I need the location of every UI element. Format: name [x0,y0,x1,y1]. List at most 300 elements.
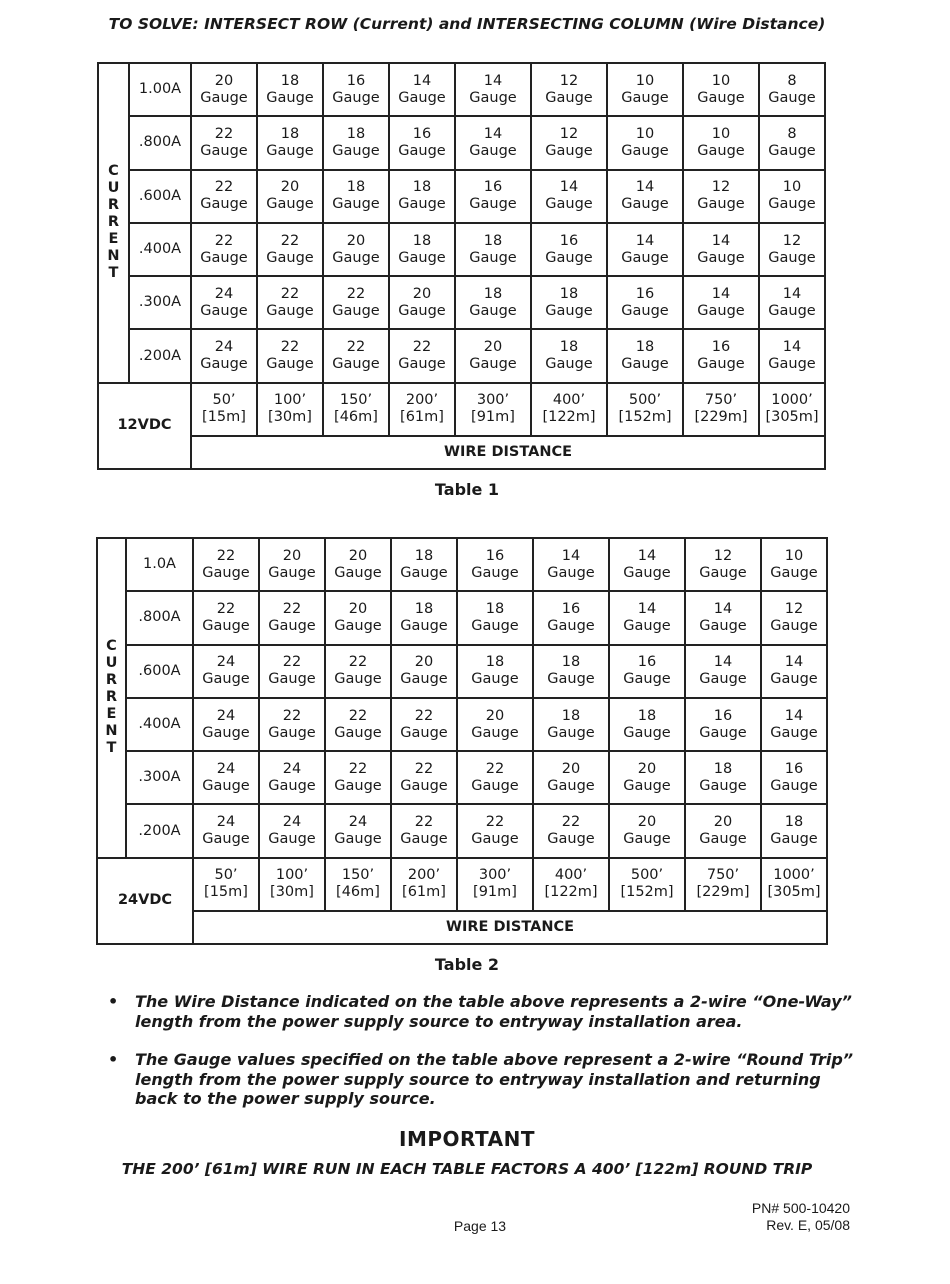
gauge-number: 20 [713,814,733,831]
gauge-number: 14 [412,72,432,89]
gauge-number: 12 [559,125,579,142]
gauge-cell [191,223,257,276]
gauge-cell [325,538,391,591]
current-letter: T [108,265,119,282]
gauge-number: 22 [216,600,236,617]
gauge-cell [531,329,607,382]
gauge-number: 14 [561,547,581,564]
distance-meters: [122m] [544,884,598,901]
gauge-cell [609,538,685,591]
distance-feet: 150’ [341,867,375,884]
note-one-way [108,992,868,1031]
gauge-unit: Gauge [699,724,747,741]
gauge-unit: Gauge [770,617,818,634]
gauge-unit: Gauge [623,617,671,634]
gauge-number: 14 [782,285,802,302]
gauge-cell [193,751,259,804]
distance-cell [259,858,325,911]
gauge-cell [759,63,825,116]
current-axis-label [98,63,129,383]
distance-feet: 1000’ [773,867,815,884]
gauge-number: 14 [637,600,657,617]
gauge-number: 20 [348,600,368,617]
distance-cell [457,858,533,911]
gauge-cell [685,804,761,857]
gauge-number: 20 [637,814,657,831]
gauge-cell [191,276,257,329]
gauge-unit: Gauge [471,777,519,794]
gauge-number: 22 [280,285,300,302]
gauge-number: 24 [348,814,368,831]
page-number: Page 13 [453,1218,507,1234]
gauge-number: 14 [782,339,802,356]
gauge-unit: Gauge [400,777,448,794]
gauge-cell [455,223,531,276]
gauge-unit: Gauge [332,142,380,159]
distance-feet: 50’ [214,867,238,884]
voltage-label: 12VDC [98,383,191,469]
distance-meters: [15m] [204,884,248,901]
gauge-cell [607,63,683,116]
gauge-cell [455,116,531,169]
gauge-unit: Gauge [697,142,745,159]
gauge-number: 20 [214,72,234,89]
gauge-number: 18 [412,232,432,249]
gauge-cell [761,751,827,804]
gauge-number: 18 [346,125,366,142]
gauge-cell [257,276,323,329]
gauge-cell [685,751,761,804]
gauge-cell [685,591,761,644]
distance-row [97,858,827,911]
gauge-unit: Gauge [400,671,448,688]
gauge-cell [457,645,533,698]
distance-cell [455,383,531,436]
gauge-number: 10 [635,72,655,89]
gauge-cell [533,804,609,857]
gauge-unit: Gauge [621,249,669,266]
gauge-cell [607,116,683,169]
gauge-unit: Gauge [266,249,314,266]
gauge-unit: Gauge [398,356,446,373]
table-row [97,698,827,751]
gauge-number: 18 [561,707,581,724]
gauge-cell [191,116,257,169]
gauge-unit: Gauge [469,249,517,266]
gauge-unit: Gauge [545,196,593,213]
gauge-number: 16 [412,125,432,142]
gauge-unit: Gauge [770,724,818,741]
gauge-number: 16 [713,707,733,724]
gauge-unit: Gauge [266,142,314,159]
distance-meters: [46m] [334,409,378,426]
gauge-cell [683,223,759,276]
gauge-unit: Gauge [398,302,446,319]
gauge-unit: Gauge [547,724,595,741]
gauge-unit: Gauge [266,356,314,373]
current-letter: E [106,706,117,723]
gauge-number: 12 [711,179,731,196]
gauge-number: 22 [561,814,581,831]
gauge-unit: Gauge [768,89,816,106]
gauge-number: 10 [782,179,802,196]
gauge-cell [759,276,825,329]
current-value: 1.0A [126,538,193,591]
gauge-cell [531,116,607,169]
gauge-cell [257,329,323,382]
gauge-unit: Gauge [471,564,519,581]
gauge-cell [257,63,323,116]
gauge-unit: Gauge [471,617,519,634]
current-letter: R [107,197,120,214]
gauge-number: 14 [483,72,503,89]
distance-feet: 1000’ [771,392,813,409]
gauge-cell [607,329,683,382]
gauge-cell [193,645,259,698]
gauge-unit: Gauge [266,302,314,319]
distance-meters: [152m] [620,884,674,901]
gauge-unit: Gauge [699,671,747,688]
gauge-unit: Gauge [699,564,747,581]
gauge-number: 20 [280,179,300,196]
gauge-cell [323,223,389,276]
gauge-cell [259,804,325,857]
gauge-number: 14 [483,125,503,142]
distance-cell [191,383,257,436]
distance-meters: [305m] [767,884,821,901]
current-value: .800A [126,591,193,644]
gauge-cell [389,116,455,169]
gauge-number: 8 [787,125,797,142]
distance-cell [533,858,609,911]
gauge-unit: Gauge [623,724,671,741]
gauge-number: 16 [711,339,731,356]
gauge-unit: Gauge [398,196,446,213]
distance-feet: 750’ [706,867,740,884]
gauge-number: 22 [485,760,505,777]
distance-meters: [61m] [402,884,446,901]
current-value: .200A [126,804,193,857]
gauge-cell [325,698,391,751]
gauge-unit: Gauge [400,564,448,581]
gauge-unit: Gauge [200,356,248,373]
gauge-unit: Gauge [768,142,816,159]
current-letter: C [106,638,117,655]
gauge-cell [389,276,455,329]
gauge-cell [259,645,325,698]
gauge-cell [761,698,827,751]
gauge-cell [531,170,607,223]
gauge-number: 14 [713,654,733,671]
gauge-number: 22 [214,179,234,196]
table-row [97,804,827,857]
gauge-cell [457,751,533,804]
gauge-number: 16 [346,72,366,89]
distance-meters: [30m] [268,409,312,426]
gauge-cell [391,591,457,644]
gauge-unit: Gauge [400,617,448,634]
revision: Rev. E, 05/08 [766,1217,850,1233]
gauge-cell [259,751,325,804]
gauge-unit: Gauge [202,617,250,634]
table-row [97,591,827,644]
gauge-unit: Gauge [545,249,593,266]
gauge-unit: Gauge [332,89,380,106]
gauge-cell [325,645,391,698]
table-row [98,223,825,276]
gauge-unit: Gauge [621,196,669,213]
important-heading: IMPORTANT [399,1127,535,1151]
gauge-cell [325,591,391,644]
gauge-number: 14 [635,232,655,249]
gauge-unit: Gauge [400,724,448,741]
gauge-unit: Gauge [471,671,519,688]
gauge-number: 22 [214,232,234,249]
gauge-cell [531,223,607,276]
gauge-cell [389,170,455,223]
distance-meters: [229m] [694,409,748,426]
distance-cell [683,383,759,436]
current-value: .400A [126,698,193,751]
gauge-cell [323,276,389,329]
gauge-unit: Gauge [334,724,382,741]
gauge-unit: Gauge [398,89,446,106]
gauge-unit: Gauge [545,302,593,319]
gauge-cell [391,538,457,591]
gauge-unit: Gauge [471,724,519,741]
gauge-unit: Gauge [200,89,248,106]
gauge-unit: Gauge [266,196,314,213]
current-value: .200A [129,329,191,382]
gauge-unit: Gauge [334,671,382,688]
gauge-unit: Gauge [545,142,593,159]
gauge-cell [257,170,323,223]
current-value: .300A [126,751,193,804]
gauge-unit: Gauge [547,831,595,848]
gauge-unit: Gauge [547,671,595,688]
gauge-number: 18 [559,285,579,302]
gauge-unit: Gauge [332,302,380,319]
distance-feet: 300’ [476,392,510,409]
gauge-number: 14 [559,179,579,196]
distance-cell [531,383,607,436]
note-text: The Gauge values specified on the table above represent a 2-wire “Round Trip” length from the power supply source to entryway installation and returning back to the power supply source. [135,1050,854,1108]
distance-feet: 750’ [704,392,738,409]
distance-cell [685,858,761,911]
gauge-unit: Gauge [699,617,747,634]
table-row [97,645,827,698]
distance-cell [607,383,683,436]
gauge-cell [457,804,533,857]
distance-meters: [15m] [202,409,246,426]
gauge-unit: Gauge [547,777,595,794]
gauge-cell [607,170,683,223]
gauge-unit: Gauge [400,831,448,848]
gauge-unit: Gauge [621,302,669,319]
gauge-number: 24 [214,285,234,302]
gauge-cell [685,698,761,751]
distance-cell [759,383,825,436]
distance-cell [325,858,391,911]
gauge-cell [607,223,683,276]
gauge-number: 14 [711,285,731,302]
gauge-unit: Gauge [334,564,382,581]
gauge-unit: Gauge [200,302,248,319]
distance-meters: [46m] [336,884,380,901]
gauge-number: 24 [282,760,302,777]
gauge-unit: Gauge [621,89,669,106]
gauge-cell [391,751,457,804]
gauge-cell [389,223,455,276]
gauge-unit: Gauge [471,831,519,848]
gauge-cell [323,116,389,169]
table-row [98,116,825,169]
gauge-number: 22 [216,547,236,564]
gauge-unit: Gauge [768,249,816,266]
gauge-number: 16 [637,654,657,671]
gauge-number: 12 [713,547,733,564]
gauge-unit: Gauge [623,777,671,794]
gauge-unit: Gauge [200,142,248,159]
gauge-unit: Gauge [200,249,248,266]
gauge-number: 22 [282,707,302,724]
distance-cell [609,858,685,911]
current-letter: C [108,163,119,180]
gauge-cell [193,538,259,591]
current-value: .800A [129,116,191,169]
gauge-number: 24 [216,814,236,831]
gauge-cell [531,276,607,329]
current-value: .300A [129,276,191,329]
gauge-cell [191,170,257,223]
table-row [98,170,825,223]
distance-feet: 150’ [339,392,373,409]
gauge-cell [609,698,685,751]
distance-meters: [91m] [473,884,517,901]
gauge-number: 22 [412,339,432,356]
gauge-cell [191,329,257,382]
gauge-cell [761,645,827,698]
wire-distance-row [98,436,825,469]
gauge-number: 10 [635,125,655,142]
gauge-unit: Gauge [202,671,250,688]
note-text: The Wire Distance indicated on the table above represents a 2-wire “One-Way” length from the power supply source to entryway installation area. [135,992,852,1031]
gauge-number: 20 [483,339,503,356]
gauge-cell [457,538,533,591]
gauge-number: 18 [483,232,503,249]
gauge-cell [533,698,609,751]
gauge-unit: Gauge [770,564,818,581]
gauge-unit: Gauge [768,356,816,373]
gauge-unit: Gauge [697,302,745,319]
voltage-label: 24VDC [97,858,193,944]
gauge-cell [391,645,457,698]
table-row [98,276,825,329]
gauge-number: 14 [784,707,804,724]
gauge-number: 18 [784,814,804,831]
gauge-number: 18 [483,285,503,302]
gauge-cell [761,538,827,591]
gauge-cell [609,804,685,857]
gauge-cell [683,63,759,116]
table-2-caption: Table 2 [434,955,500,974]
gauge-cell [257,223,323,276]
distance-cell [389,383,455,436]
gauge-unit: Gauge [334,617,382,634]
gauge-cell [683,116,759,169]
gauge-cell [759,170,825,223]
bullet-icon: • [108,992,119,1011]
table-row [97,538,827,591]
gauge-table-12vdc [97,62,826,470]
gauge-number: 24 [216,760,236,777]
current-letter: U [107,180,120,197]
distance-feet: 50’ [212,392,236,409]
gauge-cell [457,698,533,751]
gauge-number: 18 [559,339,579,356]
gauge-number: 14 [784,654,804,671]
gauge-cell [455,276,531,329]
gauge-unit: Gauge [547,564,595,581]
gauge-number: 22 [485,814,505,831]
distance-feet: 400’ [554,867,588,884]
gauge-number: 14 [637,547,657,564]
gauge-unit: Gauge [699,777,747,794]
distance-feet: 100’ [275,867,309,884]
current-letter: T [106,740,117,757]
gauge-cell [533,645,609,698]
gauge-number: 12 [782,232,802,249]
gauge-number: 20 [346,232,366,249]
gauge-unit: Gauge [202,724,250,741]
gauge-cell [759,116,825,169]
gauge-cell [325,804,391,857]
distance-meters: [61m] [400,409,444,426]
gauge-unit: Gauge [268,724,316,741]
distance-meters: [229m] [696,884,750,901]
gauge-unit: Gauge [547,617,595,634]
distance-cell [257,383,323,436]
distance-feet: 500’ [630,867,664,884]
part-number: PN# 500-10420 [751,1200,850,1216]
gauge-number: 18 [280,125,300,142]
gauge-table-24vdc [96,537,828,945]
gauge-number: 18 [485,654,505,671]
gauge-cell [609,645,685,698]
gauge-unit: Gauge [398,249,446,266]
gauge-number: 10 [784,547,804,564]
gauge-unit: Gauge [469,142,517,159]
gauge-cell [685,538,761,591]
gauge-unit: Gauge [202,831,250,848]
current-value: .400A [129,223,191,276]
distance-meters: [30m] [270,884,314,901]
table-row [98,329,825,382]
distance-meters: [122m] [542,409,596,426]
gauge-unit: Gauge [697,196,745,213]
gauge-number: 18 [713,760,733,777]
current-letter: N [105,723,118,740]
gauge-number: 20 [561,760,581,777]
current-value: .600A [129,170,191,223]
gauge-number: 16 [561,600,581,617]
gauge-unit: Gauge [545,89,593,106]
gauge-unit: Gauge [332,356,380,373]
gauge-number: 18 [561,654,581,671]
solve-instruction: TO SOLVE: INTERSECT ROW (Current) and INTERSECTING COLUMN (Wire Distance) [108,15,826,33]
gauge-number: 16 [784,760,804,777]
gauge-number: 16 [635,285,655,302]
